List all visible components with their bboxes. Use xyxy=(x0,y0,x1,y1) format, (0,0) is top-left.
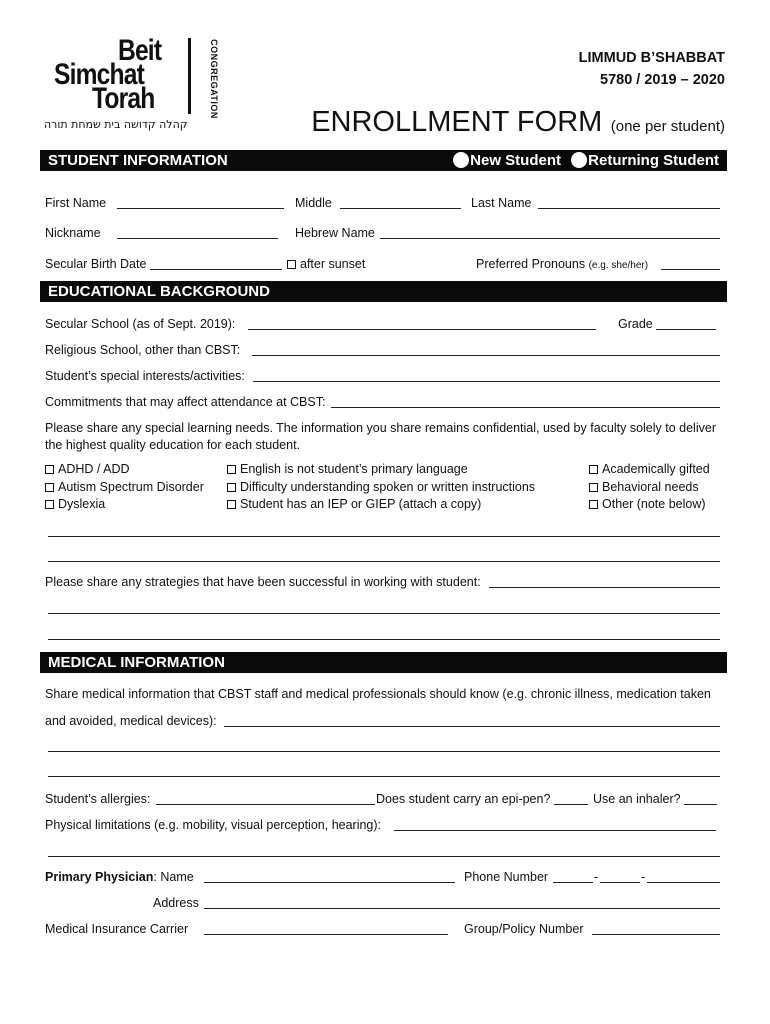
medical-info-line-2[interactable] xyxy=(48,751,720,752)
religious-school-label: Religious School, other than CBST: xyxy=(45,343,241,357)
need-option[interactable] xyxy=(589,461,710,479)
need-option[interactable] xyxy=(45,461,204,479)
need-checkbox[interactable] xyxy=(589,465,598,474)
epipen-label: Does student carry an epi-pen? xyxy=(376,792,551,806)
last-name-label: Last Name xyxy=(471,196,532,210)
logo-vertical-text: CONGREGATION xyxy=(209,39,219,119)
secular-school-label: Secular School (as of Sept. 2019): xyxy=(45,317,236,331)
needs-notes-line-1[interactable] xyxy=(48,536,720,537)
group-policy-label: Group/Policy Number xyxy=(464,922,584,936)
need-label: Behavioral needs xyxy=(602,479,699,494)
pronouns-hint: (e.g. she/her) xyxy=(588,260,649,271)
after-sunset-checkbox[interactable] xyxy=(287,260,296,269)
need-label: Academically gifted xyxy=(602,462,710,476)
pronouns-label-row xyxy=(476,257,648,271)
section-title-student: STUDENT INFORMATION xyxy=(48,152,228,169)
need-option[interactable] xyxy=(45,496,204,514)
need-option[interactable] xyxy=(589,496,710,514)
section-student-information xyxy=(40,150,727,171)
phone-line-field[interactable] xyxy=(647,882,720,883)
need-option[interactable] xyxy=(227,461,535,479)
phone-dash-2: - xyxy=(641,870,646,884)
section-educational-background xyxy=(40,281,727,302)
new-student-radio[interactable] xyxy=(453,152,469,168)
address-field[interactable] xyxy=(204,908,720,909)
needs-column-1 xyxy=(45,461,204,514)
insurance-field[interactable] xyxy=(204,934,448,935)
inhaler-label: Use an inhaler? xyxy=(593,792,681,806)
last-name-field[interactable] xyxy=(538,208,720,209)
returning-student-option[interactable] xyxy=(571,152,719,169)
need-label: Other (note below) xyxy=(602,497,706,511)
need-label: Dyslexia xyxy=(58,497,106,511)
learning-needs-intro: Please share any special learning needs. The information you share remains confidential, used by faculty solely to deliver the highest quality education for each student. xyxy=(45,421,716,452)
allergies-field[interactable] xyxy=(156,804,375,805)
need-option[interactable] xyxy=(227,479,535,497)
program-year: 5780 / 2019 – 2020 xyxy=(600,72,725,88)
secular-school-field[interactable] xyxy=(248,329,596,330)
need-checkbox[interactable] xyxy=(589,483,598,492)
program-name: LIMMUD B’SHABBAT xyxy=(578,50,725,66)
middle-name-field[interactable] xyxy=(340,208,461,209)
logo-hebrew: קהלה קדושה בית שמחת תורה xyxy=(44,118,188,131)
first-name-field[interactable] xyxy=(117,208,284,209)
need-checkbox[interactable] xyxy=(589,500,598,509)
need-option[interactable] xyxy=(227,496,535,514)
need-label: English is not student’s primary language xyxy=(240,462,468,476)
physician-name-label: : Name xyxy=(153,870,194,884)
physical-limitations-line-2[interactable] xyxy=(48,856,720,857)
religious-school-field[interactable] xyxy=(252,355,720,356)
physical-limitations-label: Physical limitations (e.g. mobility, visual perception, hearing): xyxy=(45,818,382,832)
phone-dash-1: - xyxy=(594,870,599,884)
need-label: Student has an IEP or GIEP (attach a copy) xyxy=(240,497,482,511)
form-title: ENROLLMENT FORM xyxy=(311,106,603,138)
physician-label: Primary Physician xyxy=(45,870,154,884)
group-policy-field[interactable] xyxy=(592,934,720,935)
grade-label: Grade xyxy=(618,317,653,331)
allergies-label: Student’s allergies: xyxy=(45,792,151,806)
birth-date-field[interactable] xyxy=(150,269,282,270)
logo-line-simchat: Simchat xyxy=(54,58,144,91)
interests-label: Student’s special interests/activities: xyxy=(45,369,245,383)
physician-label-row xyxy=(45,870,194,884)
physical-limitations-field[interactable] xyxy=(394,830,716,831)
epipen-field[interactable] xyxy=(554,804,588,805)
logo-bar xyxy=(188,38,191,114)
new-student-label: New Student xyxy=(470,152,561,169)
returning-student-radio[interactable] xyxy=(571,152,587,168)
need-label: Difficulty understanding spoken or written instructions xyxy=(240,479,536,494)
new-student-option[interactable] xyxy=(453,152,561,169)
phone-prefix-field[interactable] xyxy=(600,882,640,883)
returning-student-label: Returning Student xyxy=(588,152,719,169)
need-checkbox[interactable] xyxy=(45,483,54,492)
need-checkbox[interactable] xyxy=(227,500,236,509)
form-subtitle: (one per student) xyxy=(610,118,725,135)
needs-column-3 xyxy=(589,461,710,514)
student-type-options xyxy=(453,150,719,171)
need-option[interactable] xyxy=(45,479,204,497)
need-checkbox[interactable] xyxy=(227,483,236,492)
medical-info-line-3[interactable] xyxy=(48,776,720,777)
medical-info-field[interactable] xyxy=(224,726,720,727)
commitments-label: Commitments that may affect attendance at CBST: xyxy=(45,395,326,409)
section-title-medical: MEDICAL INFORMATION xyxy=(48,654,225,671)
nickname-field[interactable] xyxy=(117,238,278,239)
need-label: Autism Spectrum Disorder xyxy=(58,479,204,494)
need-checkbox[interactable] xyxy=(45,465,54,474)
needs-column-2 xyxy=(227,461,535,514)
first-name-label: First Name xyxy=(45,196,107,210)
hebrew-name-field[interactable] xyxy=(380,238,720,239)
pronouns-label: Preferred Pronouns xyxy=(476,257,586,271)
medical-intro-line-2: and avoided, medical devices): xyxy=(45,714,217,728)
physician-name-field[interactable] xyxy=(204,882,455,883)
nickname-label: Nickname xyxy=(45,226,101,240)
section-title-education: EDUCATIONAL BACKGROUND xyxy=(48,283,270,300)
need-label: ADHD / ADD xyxy=(58,462,130,476)
after-sunset-label: after sunset xyxy=(300,257,366,271)
pronouns-field[interactable] xyxy=(661,269,720,270)
strategies-line-2[interactable] xyxy=(48,613,720,614)
need-checkbox[interactable] xyxy=(45,500,54,509)
hebrew-name-label: Hebrew Name xyxy=(295,226,375,240)
needs-notes-line-2[interactable] xyxy=(48,561,720,562)
phone-area-field[interactable] xyxy=(553,882,593,883)
middle-name-label: Middle xyxy=(295,196,332,210)
inhaler-field[interactable] xyxy=(684,804,717,805)
commitments-field[interactable] xyxy=(331,407,720,408)
interests-field[interactable] xyxy=(253,381,720,382)
grade-field[interactable] xyxy=(656,329,716,330)
address-label: Address xyxy=(153,896,199,910)
need-checkbox[interactable] xyxy=(227,465,236,474)
birth-date-label: Secular Birth Date xyxy=(45,257,147,271)
strategies-field[interactable] xyxy=(489,587,720,588)
congregation-logo xyxy=(44,34,250,134)
strategies-line-3[interactable] xyxy=(48,639,720,640)
form-title-row xyxy=(311,106,725,139)
logo-line-torah: Torah xyxy=(92,82,155,115)
medical-intro-line-1: Share medical information that CBST staff and medical professionals should know (e.g. chronic illness, medication taken xyxy=(45,687,711,701)
insurance-label: Medical Insurance Carrier xyxy=(45,922,189,936)
strategies-label: Please share any strategies that have been successful in working with student: xyxy=(45,575,481,589)
after-sunset-option[interactable] xyxy=(287,257,365,271)
phone-label: Phone Number xyxy=(464,870,549,884)
section-medical-information xyxy=(40,652,727,673)
logo-line-beit: Beit xyxy=(118,34,162,67)
need-option[interactable] xyxy=(589,479,710,497)
